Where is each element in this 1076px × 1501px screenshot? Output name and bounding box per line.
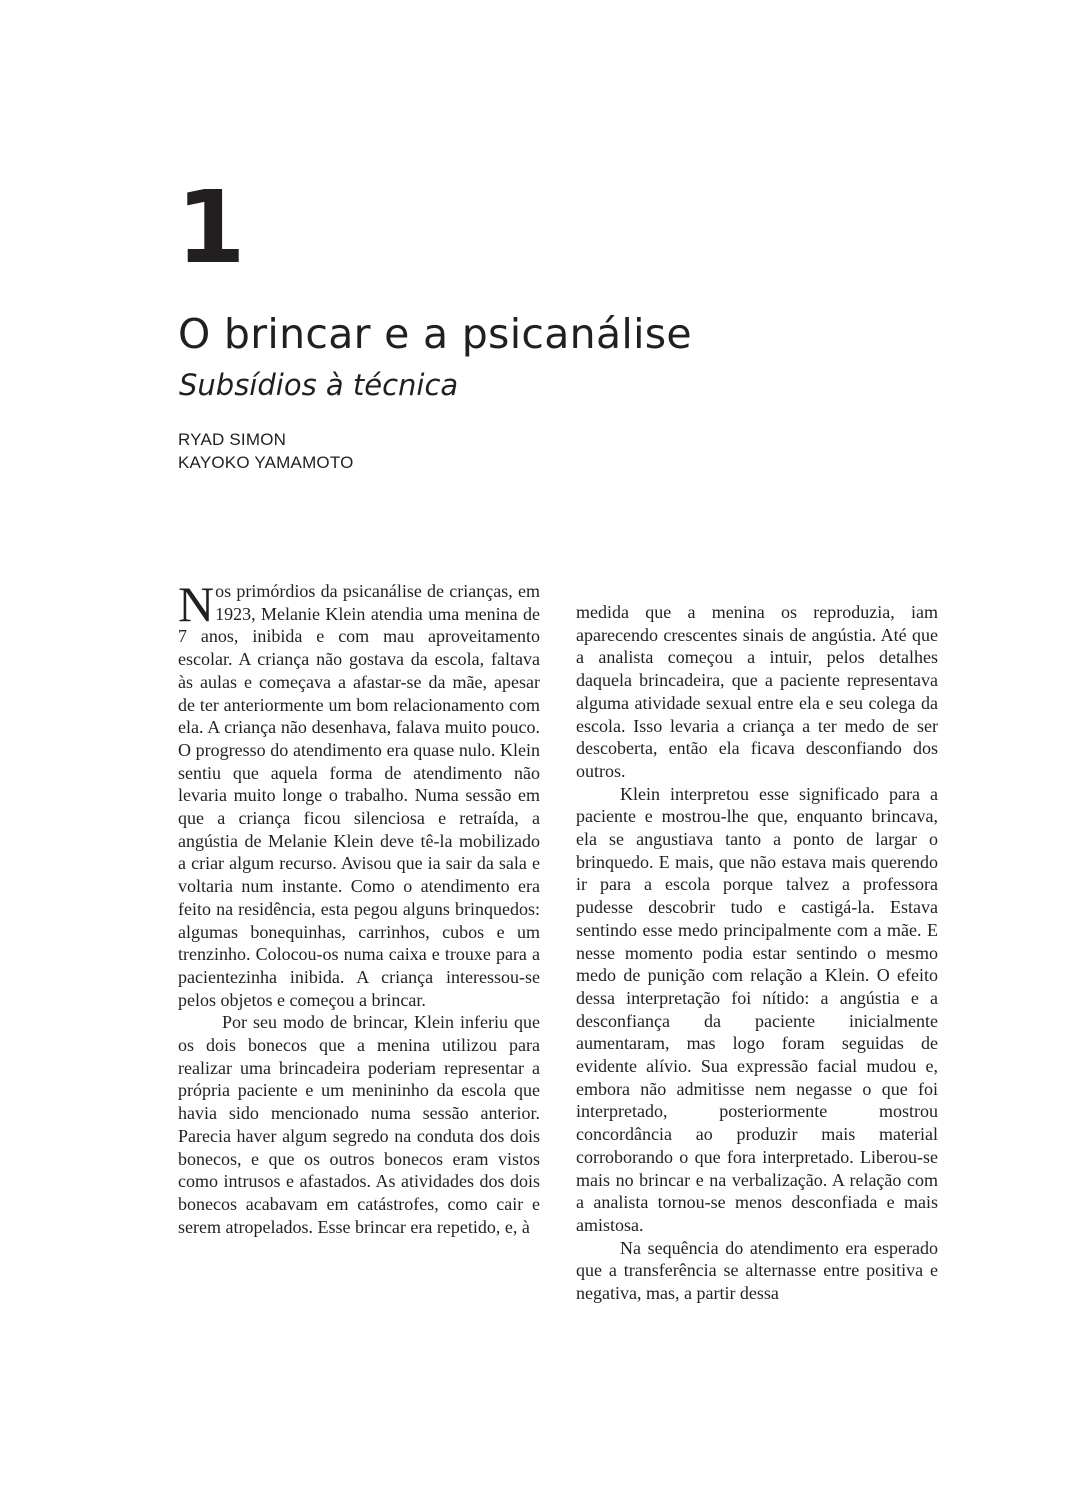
paragraph: medida que a menina os reproduzia, iam aparecendo crescentes sinais de angústia. Até que a analista começou a intuir, pelos detalhes daquela brincadeira, que a paciente representava alguma atividade sexual entre ela e seu colega da escola. Isso levaria a criança a ter medo de ser descoberta, então ela ficava desconfiando dos outros. [576,602,938,781]
text-column-left [178,576,540,1238]
paragraph [178,576,540,1011]
author-name: RYAD SIMON [178,430,287,449]
drop-cap: N [178,576,215,632]
paragraph: Por seu modo de brincar, Klein inferiu que os dois bonecos que a menina utilizou para realizar uma brincadeira poderiam representar a própria paciente e um menininho da escola que havia sido mencionado numa sessão anterior. Parecia haver algum segredo na conduta dos dois bonecos, e que os outros bonecos eram vistos como intrusos e afastados. As atividades dos dois bonecos acabavam em catástrofes, como cair e serem atropelados. Esse brincar era repetido, e, à [178,1012,540,1237]
text-column-right [576,601,938,1305]
chapter-subtitle: Subsídios à técnica [179,368,459,402]
paragraph: Na sequência do atendimento era esperado que a transferência se alternasse entre positiva e negativa, mas, a partir dessa [576,1237,938,1304]
paragraph-text: os primórdios da psicanálise de crianças, em 1923, Melanie Klein atendia uma menina de 7 anos, inibida e com mau aproveitamento escolar. A criança não gostava da escola, faltava às aulas e começava a afastar-se da mãe, apesar de ter anteriormente um bom relacionamento com ela. A criança não desenhava, falava muito pouco. O progresso do atendimento era quase nulo. Klein sentiu que aquela forma de atendimento não levaria muito longe o trabalho. Numa sessão em que a criança ficou silenciosa e retraída, a angústia de Melanie Klein deve tê-la mobilizado a criar algum recurso. Avisou que ia sair da sala e voltaria num instante. Como o atendimento era feito na residência, esta pegou alguns brinquedos: algumas bonequinhas, carrinhos, cubos e um trenzinho. Colocou-os numa caixa e trouxe para a pacientezinha inibida. A criança interessou-se pelos objetos e começou a brincar. [178,581,540,1010]
author-name: KAYOKO YAMAMOTO [178,453,354,472]
paragraph: Klein interpretou esse significado para a paciente e mostrou-lhe que, enquanto brincava, ela se angustiava tanto a ponto de largar o brinquedo. E mais, que não estava mais querendo ir para a escola porque talvez a professora pudesse descobrir tudo e castigá-la. Estava sentindo esse medo principalmente com a mãe. E nesse momento podia estar sentindo o mesmo medo de punição com relação a Klein. O efeito dessa interpretação foi nítido: a angústia e a desconfiança da paciente inicialmente aumentaram, mas logo foram seguidas de evidente alívio. Sua expressão facial mudou e, embora não admitisse nem negasse o que foi interpretado, posteriormente mostrou concordância ao produzir mais material corroborando o que fora interpretado. Liberou-se mais no brincar e na verbalização. A relação com a analista tornou-se menos desconfiada e mais amistosa. [576,783,938,1235]
author-list [178,428,354,474]
chapter-number: 1 [176,169,244,286]
chapter-title: O brincar e a psicanálise [178,310,692,358]
